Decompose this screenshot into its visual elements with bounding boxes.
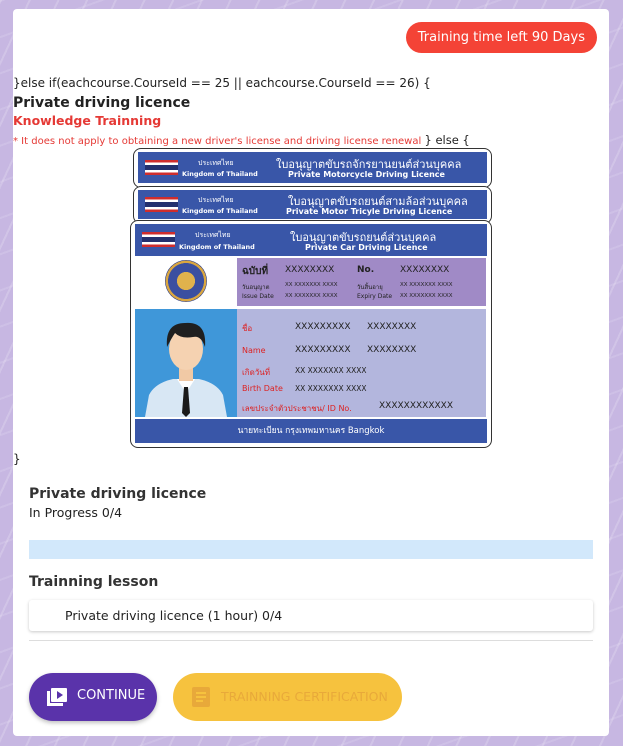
thai-flag-icon bbox=[145, 197, 178, 212]
licence-card-tricycle bbox=[133, 186, 492, 224]
name-th: ชื่อ bbox=[242, 324, 253, 333]
expiry-en: Expiry Date bbox=[357, 293, 393, 300]
country-th: ประเทศไทย bbox=[198, 196, 234, 204]
lesson-section-title: Trainning lesson bbox=[29, 574, 159, 590]
birth-value-2: XX XXXXXXX XXXX bbox=[295, 384, 367, 393]
expiry-th: วันสิ้นอายุ bbox=[357, 284, 383, 291]
expiry-value: XX XXXXXXX XXXX bbox=[400, 282, 453, 288]
licence-header bbox=[138, 190, 487, 219]
expiry-value-2: XX XXXXXXX XXXX bbox=[400, 293, 453, 299]
licence-title-th: ใบอนุญาตขับรถยนต์สามล้อส่วนบุคคล bbox=[288, 195, 468, 208]
id-value: XXXXXXXXXXXX bbox=[379, 401, 453, 411]
note-text: * It does not apply to obtaining a new driver's license and driving license renewal bbox=[13, 136, 422, 147]
no-th: ฉบับที่ bbox=[242, 266, 269, 277]
licence-header bbox=[138, 152, 487, 183]
lesson-item[interactable] bbox=[29, 600, 593, 631]
licence-header bbox=[135, 224, 487, 256]
divider bbox=[29, 640, 593, 641]
licence-card-motorcycle bbox=[133, 148, 492, 188]
document-icon bbox=[192, 687, 210, 707]
birth-en: Birth Date bbox=[242, 384, 283, 393]
thai-flag-icon bbox=[145, 160, 178, 175]
country-en: Kingdom of Thailand bbox=[179, 243, 255, 251]
issue-th: วันอนุญาต bbox=[242, 284, 270, 291]
name-value-th-2: XXXXXXXX bbox=[367, 322, 417, 332]
issue-value-2: XX XXXXXXX XXXX bbox=[285, 293, 338, 299]
licence-title-th: ใบอนุญาตขับรถยนต์ส่วนบุคคล bbox=[290, 231, 437, 244]
no-en: No. bbox=[357, 265, 375, 275]
name-en: Name bbox=[242, 346, 266, 355]
course-note bbox=[13, 133, 470, 147]
person-avatar-icon bbox=[135, 309, 237, 417]
licence-photo bbox=[135, 309, 237, 417]
continue-label: CONTINUE bbox=[77, 688, 146, 703]
registrar-footer: นายทะเบียน กรุงเทพมหานคร Bangkok bbox=[135, 419, 487, 443]
note-suffix: } else { bbox=[424, 133, 470, 147]
template-code-line: }else if(eachcourse.CourseId == 25 || eachcourse.CourseId == 26) { bbox=[13, 76, 431, 90]
country-th: ประเทศไทย bbox=[198, 159, 234, 167]
play-library-icon bbox=[47, 688, 67, 706]
licence-title-en: Private Car Driving Licence bbox=[305, 243, 428, 252]
no-value: XXXXXXXX bbox=[285, 265, 335, 275]
licence-title-en: Private Motorcycle Driving Licence bbox=[288, 170, 445, 179]
birth-th: เกิดวันที่ bbox=[242, 368, 271, 377]
country-en: Kingdom of Thailand bbox=[182, 207, 258, 215]
garuda-seal-icon bbox=[165, 260, 207, 302]
name-value-en-2: XXXXXXXX bbox=[367, 345, 417, 355]
certification-label: TRAINNING CERTIFICATION bbox=[221, 689, 388, 704]
course-card bbox=[13, 9, 609, 736]
licence-info-panel bbox=[237, 258, 486, 306]
progress-title: Private driving licence bbox=[29, 486, 207, 502]
no-value-2: XXXXXXXX bbox=[400, 265, 450, 275]
issue-en: Issue Date bbox=[242, 293, 274, 300]
course-title: Private driving licence bbox=[13, 95, 191, 111]
progress-status: In Progress 0/4 bbox=[29, 505, 123, 520]
training-time-badge: Training time left 90 Days bbox=[406, 22, 597, 53]
birth-value: XX XXXXXXX XXXX bbox=[295, 366, 367, 375]
licence-title-th: ใบอนุญาตขับรถจักรยานยนต์ส่วนบุคคล bbox=[276, 158, 462, 171]
name-value-en: XXXXXXXXX bbox=[295, 345, 351, 355]
thai-flag-icon bbox=[142, 232, 175, 247]
template-code-close: } bbox=[13, 452, 21, 466]
course-subtitle: Knowledge Trainning bbox=[13, 113, 162, 128]
issue-value: XX XXXXXXX XXXX bbox=[285, 282, 338, 288]
licence-card-car bbox=[130, 220, 492, 448]
seal-panel bbox=[135, 258, 237, 306]
country-en: Kingdom of Thailand bbox=[182, 170, 258, 178]
lesson-item-label: Private driving licence (1 hour) 0/4 bbox=[65, 608, 283, 623]
country-th: ประเทศไทย bbox=[195, 231, 231, 239]
training-certification-button[interactable] bbox=[173, 673, 402, 721]
continue-button[interactable] bbox=[29, 673, 157, 721]
licence-title-en: Private Motor Tricyle Driving Licence bbox=[286, 207, 453, 216]
progress-bar bbox=[29, 540, 593, 559]
licence-data-panel bbox=[237, 309, 486, 417]
id-label: เลขประจำตัวประชาชน/ ID No. bbox=[242, 404, 352, 413]
name-value-th: XXXXXXXXX bbox=[295, 322, 351, 332]
